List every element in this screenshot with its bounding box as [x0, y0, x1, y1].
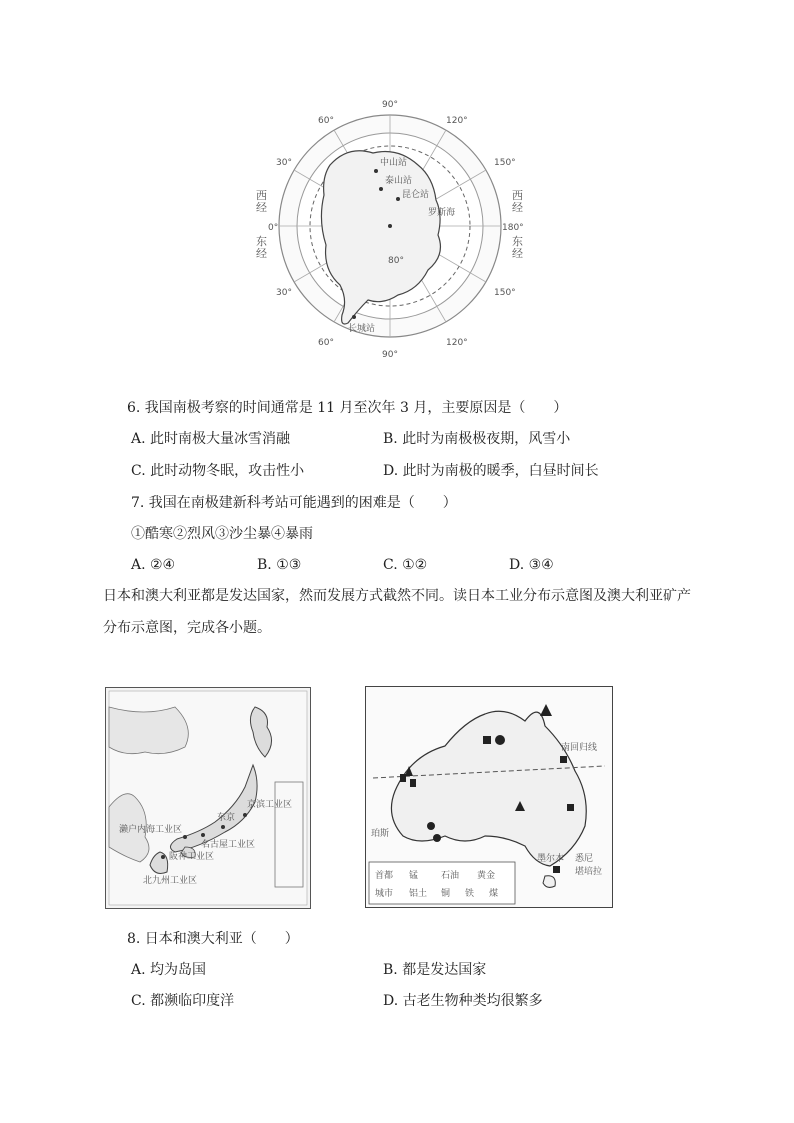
svg-text:京滨工业区: 京滨工业区: [247, 800, 293, 810]
deg-bottom: 90°: [382, 350, 398, 360]
svg-text:锰: 锰: [409, 871, 419, 881]
q8-option-a[interactable]: A. 均为岛国: [131, 962, 207, 978]
q6-option-c[interactable]: C. 此时动物冬眠，攻击性小: [131, 463, 305, 479]
q6-stem: 6. 我国南极考察的时间通常是 11 月至次年 3 月，主要原因是（ ）: [127, 400, 568, 416]
q7-option-d[interactable]: D. ③④: [509, 557, 554, 573]
svg-text:悉尼: 悉尼: [575, 854, 594, 864]
svg-text:铜: 铜: [441, 889, 451, 899]
q7-items: ①酷寒②烈风③沙尘暴④暴雨: [131, 526, 313, 542]
svg-text:铝土: 铝土: [409, 889, 428, 899]
svg-text:堪培拉: 堪培拉: [575, 867, 603, 877]
label-zhongshan: 中山站: [380, 158, 408, 168]
svg-text:石油: 石油: [441, 871, 460, 881]
pole-dot: [388, 224, 392, 228]
svg-text:首都: 首都: [375, 871, 394, 881]
svg-text:180°: 180°: [502, 223, 524, 233]
svg-text:城市: 城市: [375, 889, 394, 899]
svg-text:名古屋工业区: 名古屋工业区: [201, 840, 256, 850]
svg-text:南回归线: 南回归线: [561, 743, 598, 753]
svg-text:120°: 120°: [446, 338, 468, 348]
svg-text:30°: 30°: [276, 288, 292, 298]
svg-text:煤: 煤: [489, 889, 499, 899]
svg-text:60°: 60°: [318, 338, 334, 348]
deg-top: 90°: [382, 100, 398, 110]
label-changcheng: 长城站: [348, 324, 376, 334]
svg-text:0°: 0°: [268, 223, 279, 233]
svg-text:60°: 60°: [318, 116, 334, 126]
west-longitude-label-right: 西经: [512, 189, 523, 214]
q7-option-c[interactable]: C. ①②: [383, 557, 428, 573]
svg-text:东京: 东京: [217, 813, 236, 823]
west-longitude-label-left: 西经: [256, 189, 267, 214]
antarctica-map: [268, 95, 530, 360]
q8-option-d[interactable]: D. 古老生物种类均很繁多: [383, 993, 543, 1009]
east-longitude-label-right: 东经: [512, 235, 523, 260]
q7-stem: 7. 我国在南极建新科考站可能遇到的困难是（ ）: [131, 495, 457, 511]
zhongshan-station-dot: [374, 169, 378, 173]
q6-option-a[interactable]: A. 此时南极大量冰雪消融: [131, 431, 291, 447]
svg-text:黄金: 黄金: [477, 871, 496, 881]
label-80: 80°: [388, 256, 404, 266]
svg-text:30°: 30°: [276, 158, 292, 168]
svg-text:120°: 120°: [446, 116, 468, 126]
q6-option-d[interactable]: D. 此时为南极的暖季，白昼时间长: [383, 463, 599, 479]
australia-minerals-map: [365, 686, 613, 908]
kunlun-station-dot: [396, 197, 400, 201]
japan-industry-map: [105, 687, 311, 909]
svg-text:150°: 150°: [494, 288, 516, 298]
svg-text:北九州工业区: 北九州工业区: [143, 876, 198, 886]
svg-text:珀斯: 珀斯: [371, 829, 390, 839]
q8-stem: 8. 日本和澳大利亚（ ）: [127, 931, 299, 947]
svg-text:铁: 铁: [465, 889, 475, 899]
q7-option-b[interactable]: B. ①③: [257, 557, 302, 573]
svg-text:墨尔本: 墨尔本: [537, 854, 565, 864]
intro-line-1: 日本和澳大利亚都是发达国家，然而发展方式截然不同。读日本工业分布示意图及澳大利亚矿产: [103, 588, 691, 604]
svg-text:濑户内海工业区: 濑户内海工业区: [119, 825, 183, 835]
taishan-station-dot: [379, 187, 383, 191]
label-ross: 罗斯海: [428, 208, 456, 218]
q8-option-c[interactable]: C. 都濒临印度洋: [131, 993, 235, 1009]
label-kunlun: 昆仑站: [402, 190, 430, 200]
changcheng-station-dot: [352, 315, 356, 319]
svg-text:150°: 150°: [494, 158, 516, 168]
svg-text:阪神工业区: 阪神工业区: [169, 852, 215, 862]
q7-option-a[interactable]: A. ②④: [131, 557, 176, 573]
q8-option-b[interactable]: B. 都是发达国家: [383, 962, 487, 978]
q6-option-b[interactable]: B. 此时为南极极夜期，风雪小: [383, 431, 571, 447]
intro-line-2: 分布示意图，完成各小题。: [103, 620, 271, 636]
label-taishan: 泰山站: [385, 176, 413, 186]
east-longitude-label-left: 东经: [256, 235, 267, 260]
